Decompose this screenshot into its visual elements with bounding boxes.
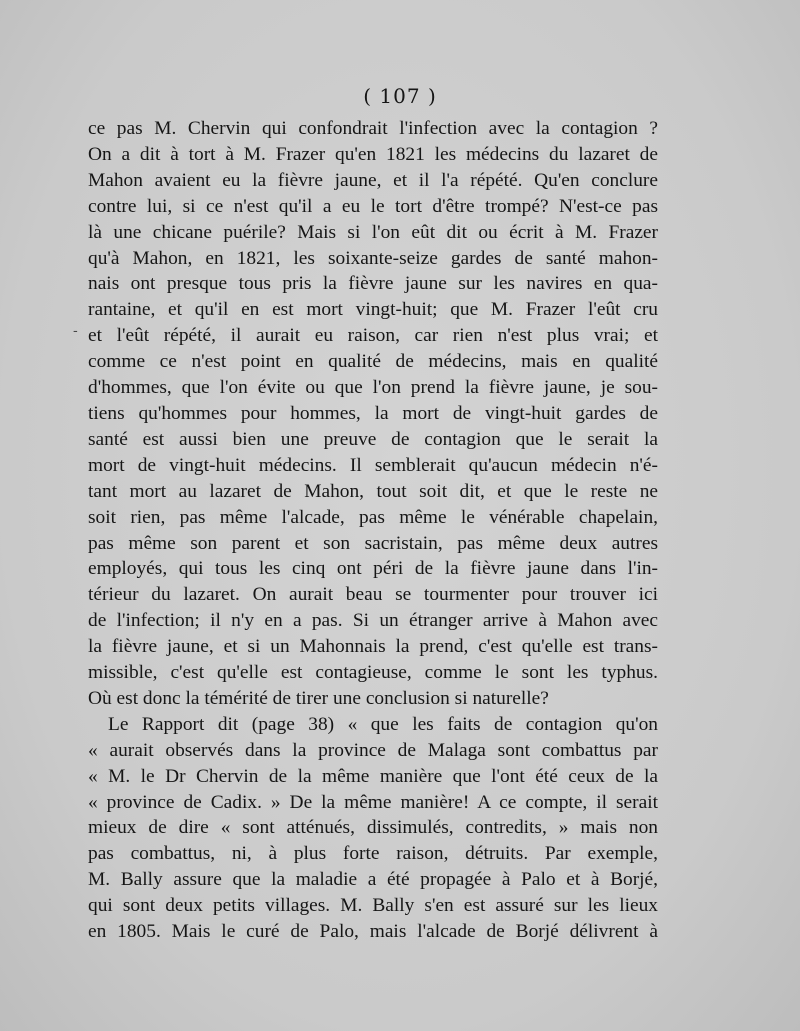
- text-line: comme ce n'est point en qualité de médecins, mais en qualité: [88, 351, 658, 373]
- text-line: Où est donc la témérité de tirer une conclusion si naturelle?: [88, 687, 549, 709]
- text-line: On a dit à tort à M. Frazer qu'en 1821 les médecins du lazaret de: [88, 143, 658, 165]
- text-line: M. Bally assure que la maladie a été propagée à Palo et à Borjé,: [88, 869, 658, 891]
- text-line: et l'eût répété, il aurait eu raison, car rien n'est plus vrai; et: [88, 325, 658, 347]
- body-text: [88, 116, 658, 945]
- text-line: missible, c'est qu'elle est contagieuse, comme le sont les typhus.: [88, 662, 658, 684]
- text-line: « province de Cadix. » De la même manière! A ce compte, il serait: [88, 791, 658, 813]
- page-number: ( 107 ): [363, 84, 437, 108]
- margin-mark: -: [73, 323, 78, 339]
- text-line: la fièvre jaune, et si un Mahonnais la prend, c'est qu'elle est trans-: [88, 636, 658, 658]
- text-line: « M. le Dr Chervin de la même manière que l'ont été ceux de la: [88, 765, 658, 787]
- text-line: Le Rapport dit (page 38) « que les faits de contagion qu'on: [108, 713, 658, 735]
- text-line: santé est aussi bien une preuve de contagion que le serait la: [88, 428, 658, 450]
- text-line: rantaine, et qu'il en est mort vingt-huit; que M. Frazer l'eût cru: [88, 299, 658, 321]
- text-line: contre lui, si ce n'est qu'il a eu le tort d'être trompé? N'est-ce pas: [88, 195, 658, 217]
- text-line: employés, qui tous les cinq ont péri de la fièvre jaune dans l'in-: [88, 558, 658, 580]
- text-line: qui sont deux petits villages. M. Bally s'en est assuré sur les lieux: [88, 895, 658, 917]
- text-line: d'hommes, que l'on évite ou que l'on prend la fièvre jaune, je sou-: [88, 377, 658, 399]
- text-line: là une chicane puérile? Mais si l'on eût dit ou écrit à M. Frazer: [88, 221, 658, 243]
- text-line: mort de vingt-huit médecins. Il semblerait qu'aucun médecin n'é-: [88, 454, 658, 476]
- text-line: ce pas M. Chervin qui confondrait l'infection avec la contagion ?: [88, 118, 658, 139]
- text-line: pas combattus, ni, à plus forte raison, détruits. Par exemple,: [88, 843, 658, 865]
- text-line: de l'infection; il n'y en a pas. Si un étranger arrive à Mahon avec: [88, 610, 658, 632]
- text-line: tiens qu'hommes pour hommes, la mort de vingt-huit gardes de: [88, 402, 658, 424]
- text-line: pas même son parent et son sacristain, pas même deux autres: [88, 532, 658, 554]
- text-line: térieur du lazaret. On aurait beau se tourmenter pour trouver ici: [88, 584, 658, 606]
- text-line: nais ont presque tous pris la fièvre jaune sur les navires en qua-: [88, 273, 658, 295]
- text-line: qu'à Mahon, en 1821, les soixante-seize gardes de santé mahon-: [88, 247, 658, 269]
- text-line: tant mort au lazaret de Mahon, tout soit dit, et que le reste ne: [88, 480, 658, 502]
- text-line: en 1805. Mais le curé de Palo, mais l'alcade de Borjé délivrent à: [88, 921, 658, 943]
- text-line: soit rien, pas même l'alcade, pas même le vénérable chapelain,: [88, 506, 658, 528]
- text-line: Mahon avaient eu la fièvre jaune, et il l'a répété. Qu'en conclure: [88, 169, 658, 191]
- text-line: « aurait observés dans la province de Malaga sont combattus par: [88, 739, 658, 761]
- text-line: mieux de dire « sont atténués, dissimulés, contredits, » mais non: [88, 817, 658, 839]
